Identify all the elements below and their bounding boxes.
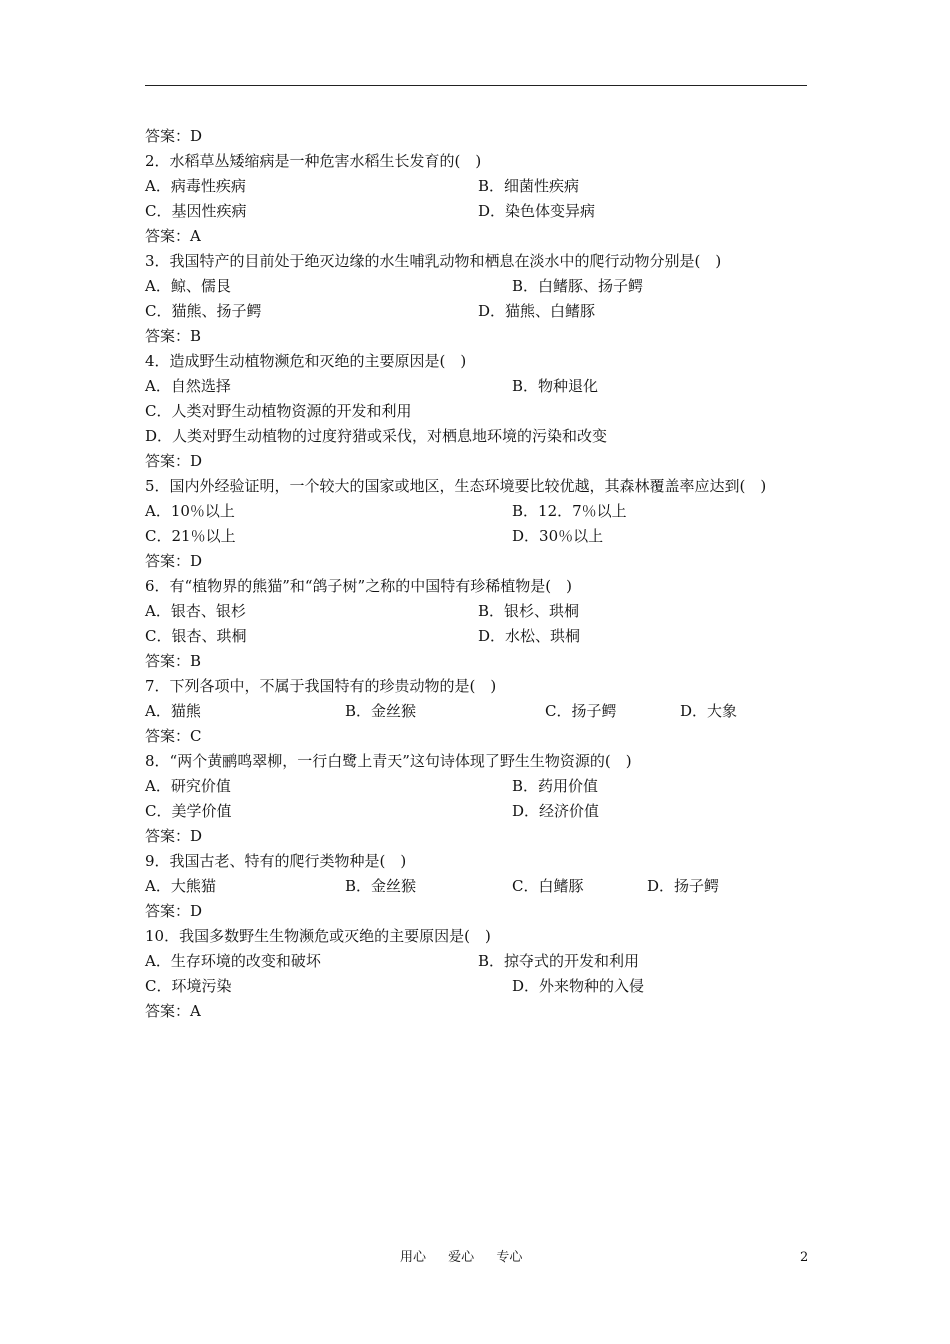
text-line (145, 474, 825, 499)
text-line (145, 149, 825, 174)
option-row (145, 799, 825, 824)
option-row (145, 774, 825, 799)
line-text: 9．我国古老、特有的爬行类物种是( ) (145, 852, 407, 870)
text-line (145, 449, 825, 474)
text-line (145, 349, 825, 374)
option-row (145, 524, 825, 549)
option-text: B．12．7％以上 (512, 502, 627, 520)
line-text: D．人类对野生动植物的过度狩猎或采伐，对栖息地环境的污染和改变 (145, 427, 608, 445)
footer-motto-word: 用心 (400, 1250, 427, 1265)
line-text: 8．“两个黄鹂鸣翠柳，一行白鹭上青天”这句诗体现了野生生物资源的( ) (145, 752, 632, 770)
option-text: D．水松、珙桐 (478, 627, 581, 645)
line-text: 10．我国多数野生生物濒危或灭绝的主要原因是( ) (145, 927, 491, 945)
text-line (145, 249, 825, 274)
line-text: 答案：B (145, 652, 202, 670)
option-row (145, 699, 825, 724)
option-text: A．生存环境的改变和破坏 (145, 952, 321, 970)
line-text: 7．下列各项中，不属于我国特有的珍贵动物的是( ) (145, 677, 497, 695)
option-row (145, 599, 825, 624)
option-row (145, 874, 825, 899)
document-body (145, 124, 825, 1024)
option-text: A．大熊猫 (145, 877, 216, 895)
text-line (145, 674, 825, 699)
option-text: A．鲸、儒艮 (145, 277, 231, 295)
line-text: 3．我国特产的目前处于绝灭边缘的水生哺乳动物和栖息在淡水中的爬行动物分别是( ) (145, 252, 722, 270)
text-line (145, 724, 825, 749)
option-text: D．猫熊、白鳍豚 (478, 302, 596, 320)
line-text: 答案：A (145, 1002, 201, 1020)
header-rule (145, 85, 807, 86)
option-row (145, 949, 825, 974)
option-row (145, 299, 825, 324)
line-text: 2．水稻草丛矮缩病是一种危害水稻生长发育的( ) (145, 152, 482, 170)
option-text: A．猫熊 (145, 702, 201, 720)
line-text: 答案：A (145, 227, 201, 245)
footer-motto-word: 爱心 (448, 1250, 475, 1265)
line-text: 5．国内外经验证明，一个较大的国家或地区，生态环境要比较优越，其森林覆盖率应达到( ) (145, 477, 767, 495)
line-text: 答案：D (145, 127, 203, 145)
option-text: A．银杏、银杉 (145, 602, 246, 620)
option-row (145, 499, 825, 524)
text-line (145, 574, 825, 599)
line-text: 答案：C (145, 727, 202, 745)
option-text: A．研究价值 (145, 777, 231, 795)
option-text: B．细菌性疾病 (478, 177, 580, 195)
option-text: B．掠夺式的开发和利用 (478, 952, 640, 970)
footer-motto-word: 专心 (496, 1250, 523, 1265)
line-text: 答案：D (145, 902, 203, 920)
option-text: B．金丝猴 (345, 877, 417, 895)
option-row (145, 274, 825, 299)
text-line (145, 549, 825, 574)
option-text: B．白鳍豚、扬子鳄 (512, 277, 644, 295)
option-text: D．30％以上 (512, 527, 604, 545)
option-text: D．大象 (680, 702, 738, 720)
text-line (145, 749, 825, 774)
option-text: C．猫熊、扬子鳄 (145, 302, 262, 320)
option-text: D．扬子鳄 (647, 877, 720, 895)
text-line (145, 849, 825, 874)
option-text: D．经济价值 (512, 802, 600, 820)
option-text: B．金丝猴 (345, 702, 417, 720)
option-row (145, 624, 825, 649)
option-text: C．美学价值 (145, 802, 232, 820)
option-row (145, 374, 825, 399)
line-text: 答案：D (145, 452, 203, 470)
line-text: 答案：D (145, 552, 203, 570)
line-text: C．人类对野生动植物资源的开发和利用 (145, 402, 412, 420)
line-text: 4．造成野生动植物濒危和灭绝的主要原因是( ) (145, 352, 467, 370)
text-line (145, 324, 825, 349)
text-line (145, 399, 825, 424)
option-text: D．染色体变异病 (478, 202, 596, 220)
option-row (145, 974, 825, 999)
text-line (145, 999, 825, 1024)
option-text: C．21％以上 (145, 527, 236, 545)
option-text: C．基因性疾病 (145, 202, 247, 220)
option-text: B．药用价值 (512, 777, 599, 795)
option-row (145, 174, 825, 199)
option-text: A．病毒性疾病 (145, 177, 246, 195)
text-line (145, 899, 825, 924)
option-text: A．10％以上 (145, 502, 235, 520)
footer-motto (400, 1248, 540, 1268)
option-row (145, 199, 825, 224)
option-text: C．扬子鳄 (545, 702, 617, 720)
option-text: C．银杏、珙桐 (145, 627, 247, 645)
page-number: 2 (800, 1250, 809, 1265)
option-text: A．自然选择 (145, 377, 231, 395)
text-line (145, 424, 825, 449)
option-text: D．外来物种的入侵 (512, 977, 645, 995)
line-text: 答案：B (145, 327, 202, 345)
line-text: 6．有“植物界的熊猫”和“鸽子树”之称的中国特有珍稀植物是( ) (145, 577, 572, 595)
page-footer (0, 1248, 950, 1268)
text-line (145, 649, 825, 674)
option-text: B．物种退化 (512, 377, 599, 395)
text-line (145, 824, 825, 849)
text-line (145, 124, 825, 149)
option-text: B．银杉、珙桐 (478, 602, 580, 620)
option-text: C．白鳍豚 (512, 877, 584, 895)
line-text: 答案：D (145, 827, 203, 845)
text-line (145, 924, 825, 949)
text-line (145, 224, 825, 249)
option-text: C．环境污染 (145, 977, 232, 995)
